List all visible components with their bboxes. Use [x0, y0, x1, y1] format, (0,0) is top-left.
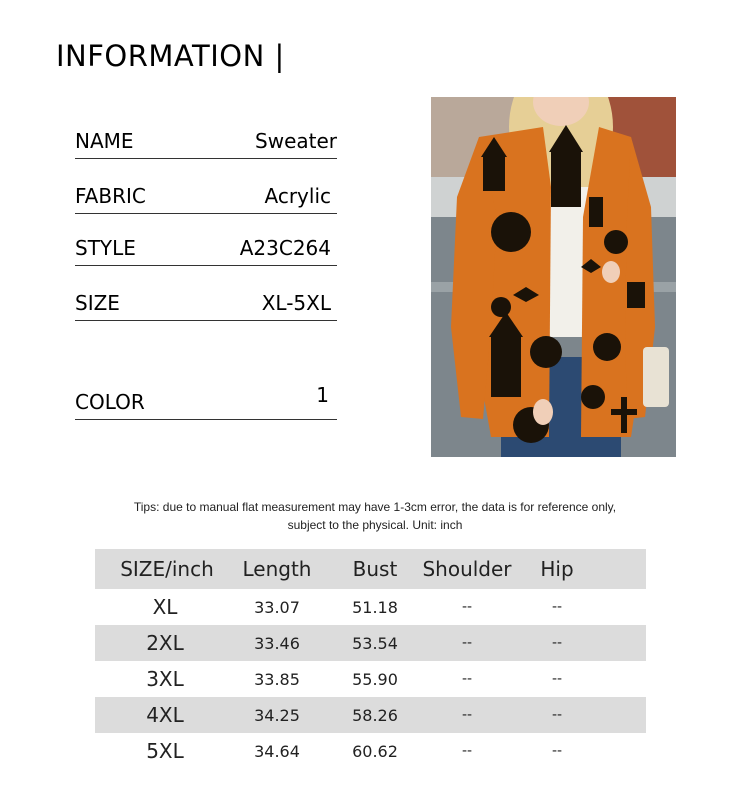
info-value: A23C264 [239, 236, 331, 260]
measurement-tips [60, 498, 690, 534]
table-header-cell: SIZE/inch [120, 557, 214, 581]
table-cell: -- [461, 707, 473, 723]
table-cell: -- [461, 635, 473, 651]
cardigan-illustration [431, 97, 676, 457]
table-cell: -- [551, 635, 563, 651]
info-row-name [75, 124, 337, 159]
table-cell: 2XL [146, 631, 184, 655]
info-value: 1 [316, 383, 329, 407]
table-row [95, 697, 646, 733]
info-value: Acrylic [264, 184, 331, 208]
table-header-cell: Hip [540, 557, 574, 581]
table-cell: 4XL [146, 703, 184, 727]
table-cell: -- [551, 671, 563, 687]
info-label: STYLE [75, 236, 136, 260]
info-row-color [75, 385, 337, 420]
table-cell: 58.26 [352, 705, 398, 725]
info-label: FABRIC [75, 184, 146, 208]
info-label: COLOR [75, 390, 145, 414]
tips-line-1: Tips: due to manual flat measurement may have 1-3cm error, the data is for reference only, [133, 500, 617, 514]
table-cell: 51.18 [352, 597, 398, 617]
table-header-cell: Bust [352, 557, 398, 581]
info-value: XL-5XL [261, 291, 331, 315]
table-cell: 34.25 [254, 705, 300, 725]
table-cell: XL [152, 595, 178, 619]
table-row [95, 661, 646, 697]
table-row [95, 589, 646, 625]
table-header-cell: Length [242, 557, 312, 581]
info-row-style [75, 231, 337, 266]
table-row [95, 625, 646, 661]
table-cell: 53.54 [352, 633, 398, 653]
table-cell: 33.46 [254, 633, 300, 653]
table-header-row [95, 549, 646, 589]
table-cell: -- [461, 671, 473, 687]
table-cell: 55.90 [352, 669, 398, 689]
product-photo [431, 97, 676, 457]
table-cell: -- [551, 743, 563, 759]
table-cell: 34.64 [254, 741, 300, 761]
info-label: NAME [75, 129, 134, 153]
info-row-fabric [75, 179, 337, 214]
table-cell: 5XL [146, 739, 184, 763]
info-label: SIZE [75, 291, 120, 315]
table-cell: 33.85 [254, 669, 300, 689]
size-table [95, 549, 646, 769]
table-row [95, 733, 646, 769]
table-cell: 60.62 [352, 741, 398, 761]
table-cell: 3XL [146, 667, 184, 691]
table-header-cell: Shoulder [422, 557, 512, 581]
table-cell: 33.07 [254, 597, 300, 617]
tips-line-2: subject to the physical. Unit: inch [287, 518, 463, 532]
info-row-size [75, 286, 337, 321]
info-value: Sweater [255, 129, 337, 153]
table-cell: -- [461, 599, 473, 615]
page-title: INFORMATION | [56, 39, 285, 73]
table-cell: -- [551, 707, 563, 723]
table-cell: -- [551, 599, 563, 615]
table-cell: -- [461, 743, 473, 759]
